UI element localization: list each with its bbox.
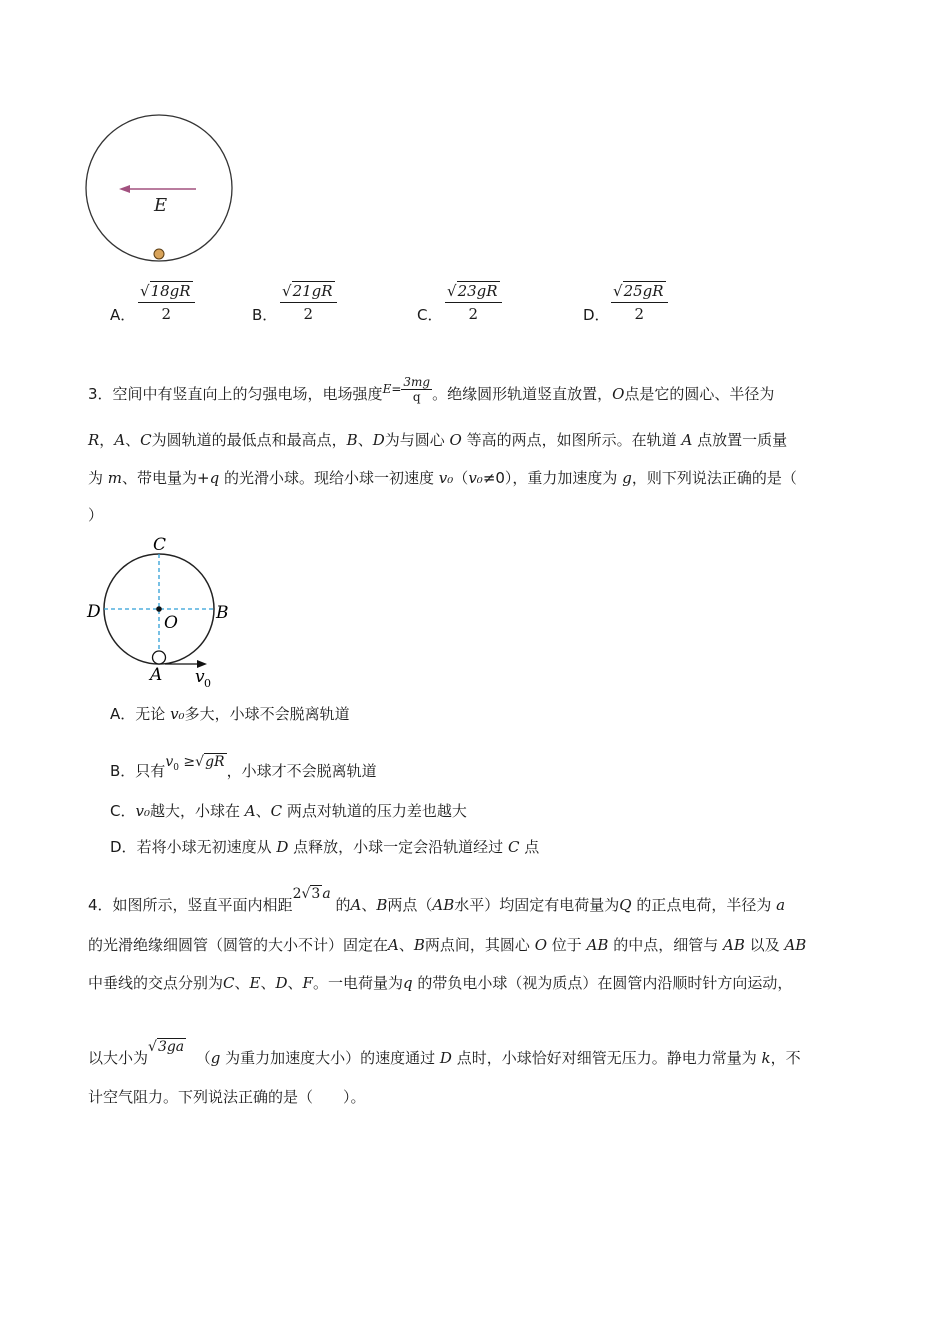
- formula-subscript: 0: [173, 762, 179, 773]
- q3-symbol-q: q: [209, 469, 220, 487]
- option-text: 越大，小球在: [149, 802, 240, 820]
- q4-symbol-AB: AB: [784, 936, 807, 954]
- q4-text: 两点（: [387, 896, 433, 914]
- q3-symbol-v0: v₀: [468, 469, 483, 487]
- q3-symbol-v0: v₀: [135, 802, 150, 820]
- q4-text: 两点间，其圆心: [424, 936, 530, 954]
- option-fraction: √18gR 2: [138, 280, 195, 325]
- q4-text: 、: [287, 974, 303, 992]
- q4-symbol-D: D: [275, 974, 288, 992]
- q4-symbol-q: q: [402, 974, 413, 992]
- option-denominator: 2: [634, 305, 645, 323]
- option-text: 两点对轨道的压力差也越大: [286, 802, 467, 820]
- option-letter: A．: [110, 306, 136, 324]
- q3-text: 为圆轨道的最低点和最高点，: [151, 431, 347, 449]
- q4-symbol-B: B: [376, 896, 388, 914]
- q3-field-symbol: E: [382, 382, 392, 396]
- q3-label-B: B: [216, 603, 229, 623]
- q4-text: 的: [335, 896, 351, 914]
- q3-symbol-D: D: [372, 431, 385, 449]
- q3-label-D: D: [87, 602, 101, 622]
- q3-symbol-A: A: [244, 802, 256, 820]
- option-letter: D．: [583, 306, 610, 324]
- q4-text: 中垂线的交点分别为: [88, 974, 224, 992]
- q3-label-v-subscript: 0: [204, 677, 211, 690]
- q3-stem-line-3: [88, 467, 797, 489]
- q4-text: 的带负电小球（视为质点）在圆管内沿顺时针方向运动，: [417, 974, 793, 992]
- q3-symbol-A: A: [681, 431, 693, 449]
- q3-symbol-m: m: [107, 469, 123, 487]
- q3-text: 点放置一质量: [697, 431, 788, 449]
- q3-text: 、: [357, 431, 373, 449]
- q4-symbol-A: A: [350, 896, 362, 914]
- option-letter: A．: [110, 705, 136, 723]
- q4-symbol-E: E: [249, 974, 261, 992]
- q3-equals: =: [391, 382, 402, 396]
- formula-radicand: 3ga: [157, 1039, 185, 1055]
- q3-text: 点是它的圆心、半径为: [624, 385, 775, 403]
- q3-ball: [153, 651, 166, 664]
- option-fraction: √23gR 2: [445, 280, 502, 325]
- option-radicand: 21gR: [292, 282, 333, 300]
- formula-radicand: gR: [205, 754, 225, 770]
- q3-symbol-C: C: [507, 838, 520, 856]
- q3-field-fraction: [401, 375, 432, 404]
- formula-v: v: [165, 754, 174, 770]
- q4-symbol-AB: AB: [432, 896, 455, 914]
- q3-option-b-formula: $v_0 \ge√gR$: [165, 754, 225, 773]
- q3-text: ，: [99, 431, 115, 449]
- q3-symbol-C: C: [270, 802, 283, 820]
- q4-text: 。一电荷量为: [312, 974, 403, 992]
- fraction-numerator: 3mg: [403, 375, 431, 389]
- q4-text: 水平）均固定有电荷量为: [454, 896, 620, 914]
- q4-text: 的正点电荷，半径为: [636, 896, 772, 914]
- q4-symbol-A: A: [388, 936, 399, 954]
- q3-option-b[interactable]: [110, 751, 377, 782]
- q4-text: 以及: [749, 936, 780, 954]
- q4-stem-line-2: [88, 934, 806, 956]
- option-text: 只有: [135, 762, 166, 780]
- formula-a: a: [322, 886, 331, 902]
- q3-text: 、带电量为+: [122, 469, 210, 487]
- q4-symbol-Q: Q: [619, 896, 632, 914]
- option-denominator: 2: [468, 305, 479, 323]
- q4-text: ，不: [770, 1049, 801, 1067]
- option-text: 多大，小球不会脱离轨道: [184, 705, 350, 723]
- q4-symbol-D: D: [439, 1049, 452, 1067]
- option-radicand: 18gR: [150, 282, 191, 300]
- q3-option-d[interactable]: [110, 836, 539, 858]
- option-text: 无论: [135, 705, 166, 723]
- q4-symbol-C: C: [223, 974, 235, 992]
- q3-text: 等高的两点，如图所示。在轨道: [466, 431, 677, 449]
- q3-stem-line-2: [88, 429, 787, 451]
- option-letter: B．: [252, 306, 278, 324]
- option-text: 点: [524, 838, 540, 856]
- q4-symbol-g: g: [210, 1049, 221, 1067]
- q3-symbol-A: A: [114, 431, 126, 449]
- q2-field-arrowhead: [119, 185, 130, 193]
- q3-stem-line-4: [88, 504, 103, 526]
- formula-coefficient: 2: [292, 886, 302, 902]
- q4-symbol-AB: AB: [723, 936, 745, 954]
- q3-text: 空间中有竖直向上的匀强电场，电场强度: [112, 385, 383, 403]
- q4-text: 位于: [551, 936, 582, 954]
- q4-symbol-O: O: [534, 936, 548, 954]
- q4-text: 、: [234, 974, 250, 992]
- q3-text: ，则下列说法正确的是（: [631, 469, 797, 487]
- q4-symbol-k: k: [761, 1049, 771, 1067]
- q4-text: 如图所示，竖直平面内相距: [112, 896, 293, 914]
- q4-stem-line-3: [88, 972, 792, 994]
- fraction-denominator: q: [412, 390, 421, 404]
- q2-field-label: E: [154, 195, 168, 216]
- q3-symbol-C: C: [140, 431, 152, 449]
- q4-symbol-AB: AB: [586, 936, 609, 954]
- q3-text: 、: [125, 431, 141, 449]
- q4-text: 的光滑绝缘细圆管（圆管的大小不计）固定在: [88, 936, 389, 954]
- q3-symbol-D: D: [276, 838, 289, 856]
- option-denominator: 2: [303, 305, 314, 323]
- q4-text: 点时，小球恰好对细管无压力。静电力常量为: [456, 1049, 757, 1067]
- q3-option-a[interactable]: [110, 703, 350, 725]
- q3-stem-line-1: [88, 375, 775, 405]
- q4-stem-line-4: [88, 1036, 801, 1069]
- q3-text: ≠0），重力加速度为: [482, 469, 618, 487]
- q3-text: 为: [88, 469, 104, 487]
- option-fraction: √21gR 2: [280, 280, 337, 325]
- option-radicand: 23gR: [457, 282, 498, 300]
- q3-label-C: C: [153, 535, 167, 555]
- q4-text: 的中点，细管与: [613, 936, 719, 954]
- q4-symbol-B: B: [413, 936, 425, 954]
- q3-text: ）: [88, 506, 104, 524]
- q4-symbol-F: F: [302, 974, 313, 992]
- option-radicand: 25gR: [623, 282, 664, 300]
- question-number: 4．: [88, 896, 113, 914]
- q4-stem-line-1: [88, 883, 785, 916]
- q2-circle-track: [86, 115, 232, 261]
- q4-text: 、: [260, 974, 276, 992]
- q3-option-c[interactable]: [110, 800, 467, 822]
- formula-radicand: 3: [311, 886, 321, 902]
- q3-symbol-v0: v₀: [170, 705, 185, 723]
- option-text: 、: [255, 802, 271, 820]
- q4-text: 、: [361, 896, 377, 914]
- q3-label-A: A: [150, 665, 163, 685]
- q3-symbol-B: B: [346, 431, 358, 449]
- q2-ball: [154, 249, 164, 259]
- option-letter: D．: [110, 838, 137, 856]
- q4-text: 为重力加速度大小）的速度通过: [225, 1049, 436, 1067]
- option-letter: C．: [417, 306, 443, 324]
- option-text: ，小球才不会脱离轨道: [226, 762, 377, 780]
- q4-stem-line-5: [88, 1086, 366, 1108]
- q4-text: 以大小为: [88, 1049, 149, 1067]
- q4-symbol-a: a: [776, 896, 786, 914]
- q3-center-dot: [156, 606, 162, 612]
- q2-field-figure: [80, 108, 244, 268]
- q3-symbol-O: O: [612, 385, 625, 403]
- formula-ge: ≥: [183, 754, 196, 770]
- q3-label-v: v: [195, 667, 205, 687]
- option-text: 若将小球无初速度从: [136, 838, 272, 856]
- q3-label-O: O: [164, 613, 178, 633]
- q4-distance-formula: 2√3 a: [292, 886, 331, 902]
- q4-text: 、: [398, 936, 414, 954]
- q3-text: 为与圆心: [384, 431, 445, 449]
- option-denominator: 2: [161, 305, 172, 323]
- option-text: 点释放，小球一定会沿轨道经过: [293, 838, 504, 856]
- q3-text: 的光滑小球。现给小球一初速度: [224, 469, 435, 487]
- q3-text: 。绝缘圆形轨道竖直放置，: [432, 385, 613, 403]
- q3-track-figure: [84, 532, 244, 692]
- option-letter: B．: [110, 762, 136, 780]
- q3-symbol-v0: v₀: [438, 469, 454, 487]
- option-letter: C．: [110, 802, 136, 820]
- q3-symbol-O: O: [449, 431, 462, 449]
- question-number: 3．: [88, 385, 113, 403]
- q3-symbol-R: R: [88, 431, 100, 449]
- q4-speed-formula: √3ga: [148, 1039, 185, 1055]
- q4-text: 计空气阻力。下列说法正确的是（ ）。: [88, 1088, 366, 1106]
- q4-text: （: [195, 1049, 211, 1067]
- option-fraction: √25gR 2: [611, 280, 668, 325]
- q3-symbol-g: g: [622, 469, 632, 487]
- q3-text: （: [453, 469, 469, 487]
